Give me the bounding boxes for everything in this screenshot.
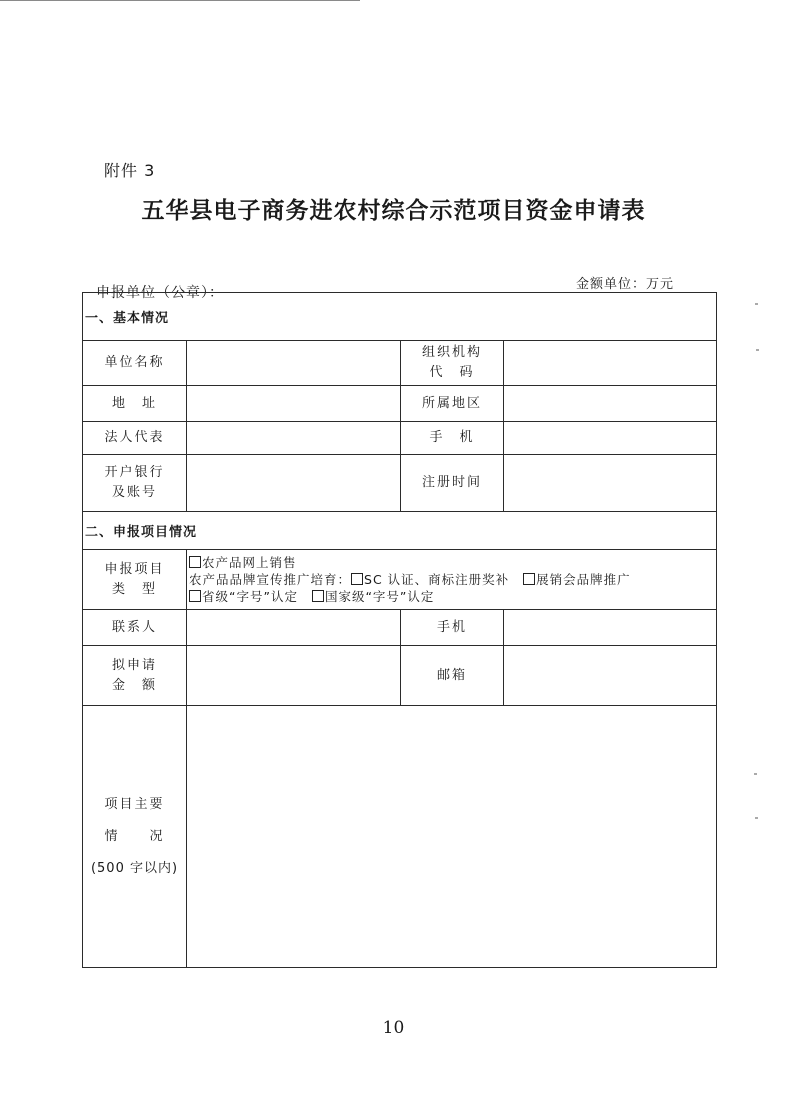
expo-checkbox[interactable]	[523, 573, 535, 585]
scan-speck	[755, 303, 758, 305]
region-label: 所属地区	[401, 386, 504, 422]
amount-label	[83, 646, 187, 706]
reg-time-label: 注册时间	[401, 455, 504, 512]
mobile-field[interactable]	[504, 422, 717, 455]
scan-speck	[755, 817, 758, 819]
amount-label-line2: 金 额	[111, 677, 157, 693]
org-code-label-line1: 组织机构	[421, 345, 482, 360]
applicant-label: 申报单位（公章）：	[96, 285, 224, 301]
bank-label-line1: 开户银行	[104, 465, 165, 480]
contact-mobile-field[interactable]	[504, 610, 717, 646]
mobile-label: 手 机	[401, 422, 504, 455]
national-label: 国家级“字号”认定	[324, 589, 435, 604]
application-form	[82, 292, 717, 968]
email-label: 邮箱	[401, 646, 504, 706]
provincial-checkbox[interactable]	[189, 590, 201, 602]
bank-label	[83, 455, 187, 512]
sc-cert-checkbox[interactable]	[351, 573, 363, 585]
summary-field[interactable]	[187, 706, 717, 968]
summary-label-line3: (500 字以内)	[90, 860, 179, 876]
amount-unit: 金额单位：万元	[576, 277, 675, 292]
annex-label: 附件 3	[104, 161, 156, 180]
bank-field[interactable]	[187, 455, 401, 512]
contact-field[interactable]	[187, 610, 401, 646]
option-line-3	[189, 588, 712, 605]
summary-label	[83, 706, 187, 968]
online-sales-checkbox[interactable]	[189, 556, 201, 568]
email-field[interactable]	[504, 646, 717, 706]
sc-cert-label: SC 认证、商标注册奖补	[364, 572, 510, 587]
online-sales-label: 农产品网上销售	[202, 555, 297, 570]
legal-rep-label: 法人代表	[83, 422, 187, 455]
provincial-label: 省级“字号”认定	[202, 589, 298, 604]
contact-mobile-label: 手机	[401, 610, 504, 646]
unit-name-label: 单位名称	[83, 341, 187, 386]
bank-label-line2: 及账号	[111, 485, 157, 500]
project-type-label-line2: 类 型	[111, 581, 157, 597]
national-checkbox[interactable]	[312, 590, 324, 602]
page-number: 10	[382, 1018, 405, 1038]
address-label: 地 址	[83, 386, 187, 422]
summary-label-line2: 情 况	[104, 828, 165, 844]
scan-speck	[754, 773, 757, 775]
scan-speck	[756, 349, 759, 351]
org-code-label	[401, 341, 504, 386]
org-code-field[interactable]	[504, 341, 717, 386]
project-type-label	[83, 550, 187, 610]
org-code-label-line2: 代 码	[429, 365, 475, 380]
contact-label: 联系人	[83, 610, 187, 646]
summary-label-line1: 项目主要	[104, 796, 165, 812]
project-type-label-line1: 申报项目	[104, 561, 165, 577]
address-field[interactable]	[187, 386, 401, 422]
section-project-header: 二、申报项目情况	[83, 512, 717, 550]
amount-field[interactable]	[187, 646, 401, 706]
option-line-2	[189, 571, 712, 588]
page-title: 五华县电子商务进农村综合示范项目资金申请表	[141, 197, 646, 224]
section-basic-header: 一、基本情况	[83, 293, 717, 341]
reg-time-field[interactable]	[504, 455, 717, 512]
option-line-1	[189, 554, 712, 571]
scan-top-edge	[0, 0, 360, 1]
brand-promotion-label: 农产品品牌宣传推广培育：	[189, 572, 352, 587]
unit-name-field[interactable]	[187, 341, 401, 386]
amount-label-line1: 拟申请	[111, 657, 157, 673]
expo-label: 展销会品牌推广	[536, 572, 631, 587]
region-field[interactable]	[504, 386, 717, 422]
legal-rep-field[interactable]	[187, 422, 401, 455]
project-type-options	[187, 550, 717, 610]
